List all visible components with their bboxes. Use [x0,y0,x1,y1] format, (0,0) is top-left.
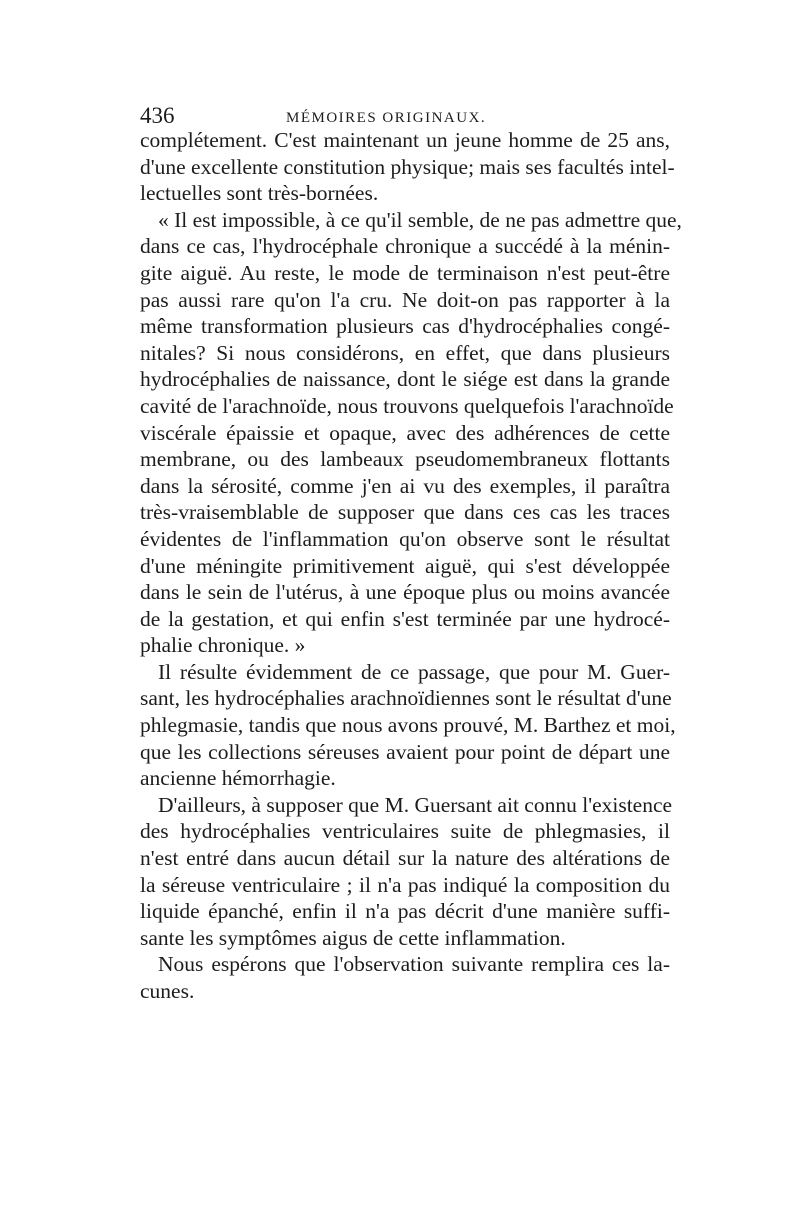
text-line: dans le sein de l'utérus, à une époque plus ou moins avancée [140,580,670,605]
text-line: gite aiguë. Au reste, le mode de terminaison n'est peut-être [140,260,670,285]
text-line: phalie chronique. » [140,633,306,658]
text-line: lectuelles sont très-bornées. [140,181,379,206]
text-line: « Il est impossible, à ce qu'il semble, de ne pas admettre que, [158,207,682,232]
text-line: dans ce cas, l'hydrocéphale chronique a succédé à la ménin- [140,234,670,259]
text-line: des hydrocéphalies ventriculaires suite de phlegmasies, il [140,819,670,844]
text-line: sante les symptômes aigus de cette inflammation. [140,925,566,950]
text-line: évidentes de l'inflammation qu'on observe sont le résultat [140,526,670,551]
text-line: liquide épanché, enfin il n'a pas décrit d'une manière suffi- [140,899,670,924]
page-number: 436 [140,103,175,128]
text-line: n'est entré dans aucun détail sur la nature des altérations de [140,846,670,871]
text-line: de la gestation, et qui enfin s'est terminée par une hydrocé- [140,606,670,631]
running-title: MÉMOIRES ORIGINAUX. [286,110,487,126]
text-line: d'une méningite primitivement aiguë, qui s'est développée [140,553,670,578]
text-line: la séreuse ventriculaire ; il n'a pas indiqué la composition du [140,872,670,897]
text-line: pas aussi rare qu'on l'a cru. Ne doit-on pas rapporter à la [140,287,670,312]
text-line: hydrocéphalies de naissance, dont le siége est dans la grande [140,367,670,392]
text-line: phlegmasie, tandis que nous avons prouvé, M. Barthez et moi, [140,713,676,738]
text-line: nitales? Si nous considérons, en effet, que dans plusieurs [140,340,670,365]
text-line: D'ailleurs, à supposer que M. Guersant ait connu l'existence [158,792,673,817]
text-line: viscérale épaissie et opaque, avec des adhérences de cette [140,420,670,445]
text-line: Nous espérons que l'observation suivante remplira ces la- [158,952,670,977]
text-line: complétement. C'est maintenant un jeune homme de 25 ans, [140,128,670,152]
text-line: sant, les hydrocéphalies arachnoïdiennes sont le résultat d'une [140,686,672,711]
text-line: cunes. [140,979,195,1003]
text-line: que les collections séreuses avaient pour point de départ une [140,739,670,764]
text-line: Il résulte évidemment de ce passage, que pour M. Guer- [158,659,670,684]
text-line: cavité de l'arachnoïde, nous trouvons quelquefois l'arachnoïde [140,393,674,418]
text-line: très-vraisemblable de supposer que dans ces cas les traces [140,500,670,525]
text-line: dans la sérosité, comme j'en ai vu des exemples, il paraîtra [140,473,670,498]
text-line: membrane, ou des lambeaux pseudomembraneux flottants [140,447,670,472]
body-text [140,127,682,1005]
text-line: même transformation plusieurs cas d'hydrocéphalies congé- [140,314,670,339]
text-line: ancienne hémorrhagie. [140,766,336,791]
text-line: d'une excellente constitution physique; mais ses facultés intel- [140,154,675,179]
